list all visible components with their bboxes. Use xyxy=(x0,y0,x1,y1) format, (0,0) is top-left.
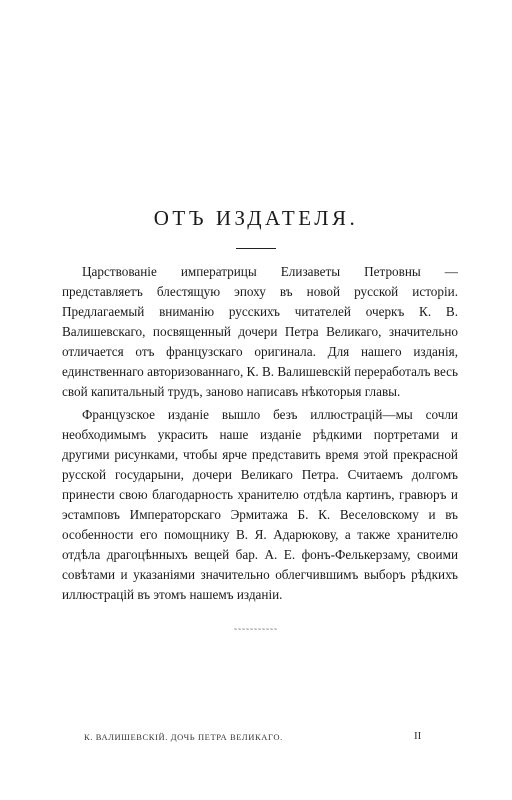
footer-signature: К. ВАЛИШЕВСКІЙ. ДОЧЬ ПЕТРА ВЕЛИКАГО. xyxy=(84,732,283,742)
ornament-divider: ˜˜˜˜˜˜˜˜˜˜˜ xyxy=(234,627,278,637)
page-heading: ОТЪ ИЗДАТЕЛЯ. xyxy=(153,206,359,230)
paragraph-2: Французское изданіе вышло безъ иллюстрацій—мы сочли необходимымъ украсить наше изданіе рѣдкими портретами и другими рисунками, чтобы ярче представить время этой прекрасной русской государыни, дочери Великаго Петра. Считаемъ долгомъ принести свою благодарность хранителю отдѣла картинъ, гравюръ и эстамповъ Императорскаго Эрмитажа Б. К. Веселовскому и въ особенности его помощнику В. Я. Адарюкову, а также хранителю отдѣла драгоцѣнныхъ вещей бар. А. Е. фонъ-Фелькерзаму, своими совѣтами и указаніями значительно облегчившимъ выборъ рѣдкихъ иллюстрацій въ этомъ нашемъ изданіи. xyxy=(62,407,458,602)
page-number: II xyxy=(414,730,422,742)
body-text xyxy=(62,262,458,605)
heading-rule xyxy=(236,248,276,249)
paragraph-1: Царствованіе императрицы Елизаветы Петровны — представляетъ блестящую эпоху въ новой русской исторіи. Предлагаемый вниманію русскихъ читателей очеркъ К. В. Валишевскаго, посвященный дочери Петра Великаго, значительно отличается отъ французскаго оригинала. Для нашего изданія, единственнаго авторизованнаго, К. В. Валишевскій переработалъ весь свой капитальный трудъ, заново написавъ нѣкоторыя главы. xyxy=(62,264,458,399)
